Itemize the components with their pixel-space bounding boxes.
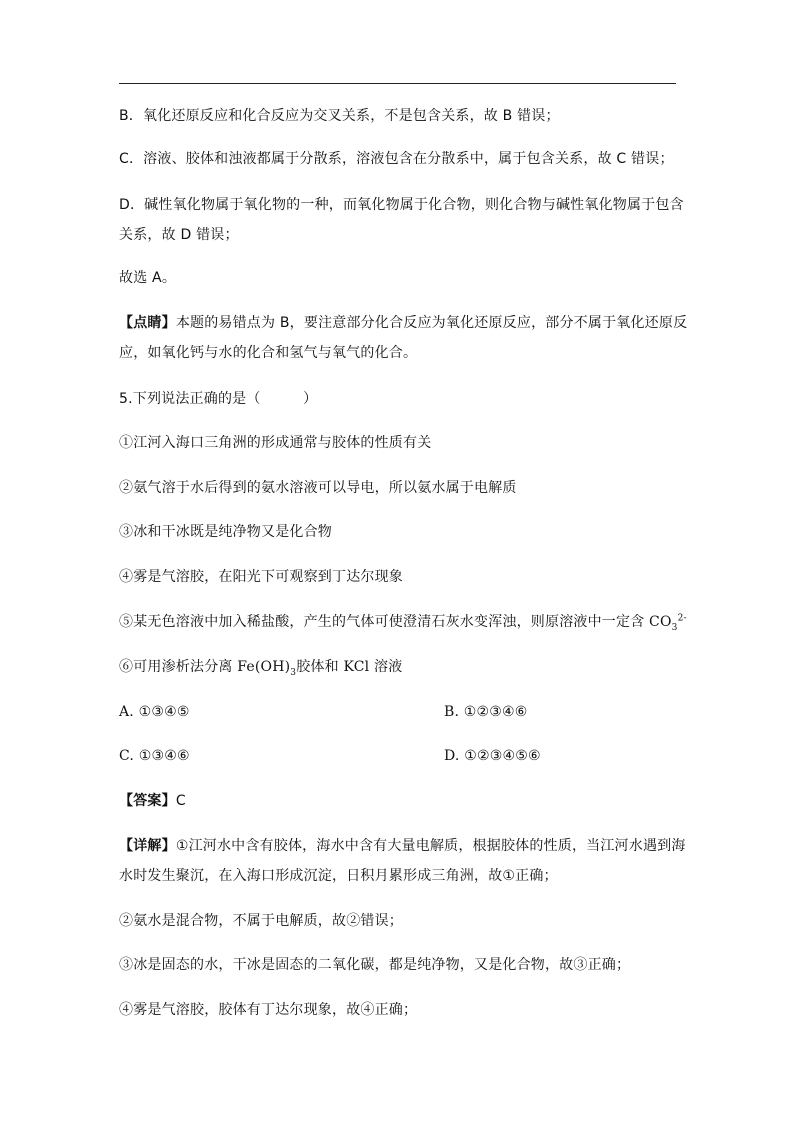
statement-1: ①江河入海口三角洲的形成通常与胶体的性质有关 xyxy=(119,435,432,451)
choose-answer: 故选 A。 xyxy=(119,270,177,286)
tip-line1 xyxy=(119,313,687,333)
tip-tag: 【点睛】 xyxy=(119,315,176,331)
header-rule xyxy=(119,83,676,84)
statement-6-pre: ⑥可用渗析法分离 Fe(OH) xyxy=(119,659,291,675)
answer-line xyxy=(119,791,186,811)
explanation-d-line1: D．碱性氧化物属于氧化物的一种，而氧化物属于化合物，则化合物与碱性氧化物属于包含 xyxy=(119,197,684,213)
detail-text-1: ①江河水中含有胶体，海水中含有大量电解质，根据胶体的性质，当江河水遇到海 xyxy=(175,838,686,854)
statement-2: ②氨气溶于水后得到的氨水溶液可以导电，所以氨水属于电解质 xyxy=(119,480,517,496)
option-a: A. ①③④⑤ xyxy=(119,704,190,720)
explanation-d-line2: 关系，故 D 错误； xyxy=(119,227,239,243)
option-b: B. ①②③④⑥ xyxy=(444,704,528,720)
answer-tag: 【答案】 xyxy=(119,793,176,809)
statement-6 xyxy=(119,657,402,677)
statement-6-subscript: 3 xyxy=(290,667,297,678)
statement-5-superscript: 2- xyxy=(677,613,687,624)
explanation-c: C．溶液、胶体和浊液都属于分散系，溶液包含在分散系中，属于包含关系，故 C 错误； xyxy=(119,151,674,167)
option-c: C. ①③④⑥ xyxy=(119,748,190,764)
question-stem: 5.下列说法正确的是（ ） xyxy=(119,391,318,407)
detail-line4: ③冰是固态的水，干冰是固态的二氧化碳，都是纯净物，又是化合物，故③正确； xyxy=(119,957,631,973)
detail-line3: ②氨水是混合物，不属于电解质，故②错误； xyxy=(119,913,403,929)
tip-text-1: 本题的易错点为 B，要注意部分化合反应为氧化还原反应，部分不属于氧化还原反 xyxy=(175,315,688,331)
detail-line5: ④雾是气溶胶，胶体有丁达尔现象，故④正确； xyxy=(119,1002,418,1018)
answer-value: C xyxy=(175,793,186,809)
tip-line2: 应，如氧化钙与水的化合和氢气与氧气的化合。 xyxy=(119,345,418,361)
statement-5-subscript: 3 xyxy=(671,622,678,633)
detail-tag: 【详解】 xyxy=(119,838,176,854)
option-d: D. ①②③④⑤⑥ xyxy=(444,748,541,764)
statement-3: ③冰和干冰既是纯净物又是化合物 xyxy=(119,524,332,540)
statement-4: ④雾是气溶胶，在阳光下可观察到丁达尔现象 xyxy=(119,569,403,585)
statement-5 xyxy=(119,612,687,632)
statement-6-post: 胶体和 KCl 溶液 xyxy=(296,659,403,675)
explanation-b: B．氧化还原反应和化合反应为交叉关系，不是包含关系，故 B 错误； xyxy=(119,108,560,124)
detail-line2: 水时发生聚沉，在入海口形成沉淀，日积月累形成三角洲，故①正确； xyxy=(119,868,558,884)
detail-line1 xyxy=(119,836,686,856)
statement-5-text: ⑤某无色溶液中加入稀盐酸，产生的气体可使澄清石灰水变浑浊，则原溶液中一定含 CO xyxy=(119,614,672,630)
